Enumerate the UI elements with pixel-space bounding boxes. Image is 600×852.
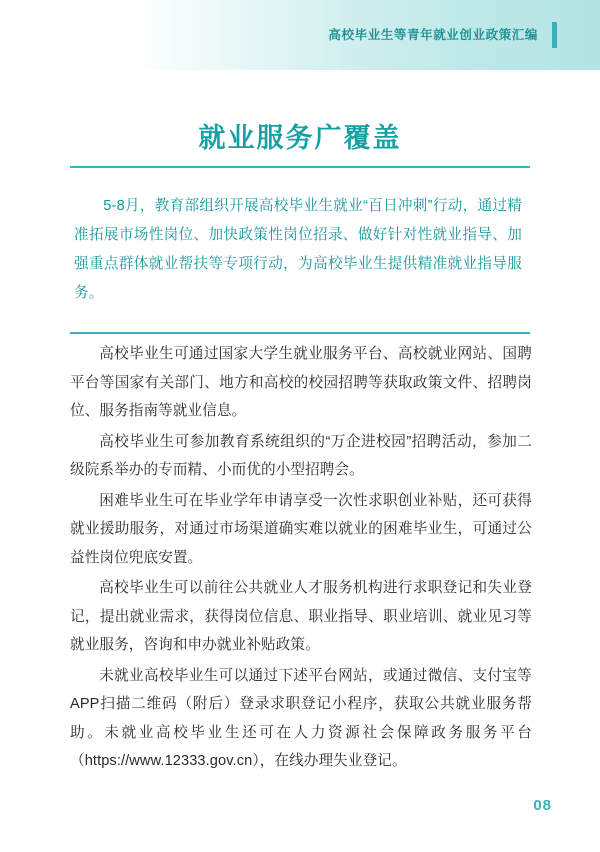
body-paragraph: 未就业高校毕业生可以通过下述平台网站，或通过微信、支付宝等APP扫描二维码（附后）登录求职登记小程序，获取公共就业服务帮助。未就业高校毕业生还可在人力资源社会保障政务服务平台（https://www.12333.gov.cn），在线办理失业登记。 (70, 667, 532, 769)
body-paragraph: 困难毕业生可在毕业学年申请享受一次性求职创业补贴，还可获得就业援助服务，对通过市场渠道确实难以就业的困难毕业生，可通过公益性岗位兜底安置。 (70, 492, 532, 566)
header-accent-bar (552, 22, 557, 48)
body-paragraph: 高校毕业生可以前往公共就业人才服务机构进行求职登记和失业登记，提出就业需求，获得岗位信息、职业指导、职业培训、就业见习等就业服务，咨询和申办就业补贴政策。 (70, 580, 532, 653)
page-number: 08 (533, 797, 552, 814)
callout-box (70, 166, 530, 334)
body-content (70, 340, 532, 778)
body-paragraph: 高校毕业生可参加教育系统组织的“万企进校园”招聘活动，参加二级院系举办的专而精、小而优的小型招聘会。 (70, 433, 532, 478)
callout-text: 5-8月，教育部组织开展高校毕业生就业“百日冲刺”行动，通过精准拓展市场性岗位、加快政策性岗位招录、做好针对性就业指导、加强重点群体就业帮扶等专项行动，为高校毕业生提供精准就业指导服务。 (74, 198, 522, 301)
page-title: 就业服务广覆盖 (198, 123, 402, 154)
running-header-title: 高校毕业生等青年就业创业政策汇编 (328, 28, 538, 42)
body-paragraph: 高校毕业生可通过国家大学生就业服务平台、高校就业网站、国聘平台等国家有关部门、地方和高校的校园招聘等获取政策文件、招聘岗位、服务指南等就业信息。 (70, 346, 532, 419)
